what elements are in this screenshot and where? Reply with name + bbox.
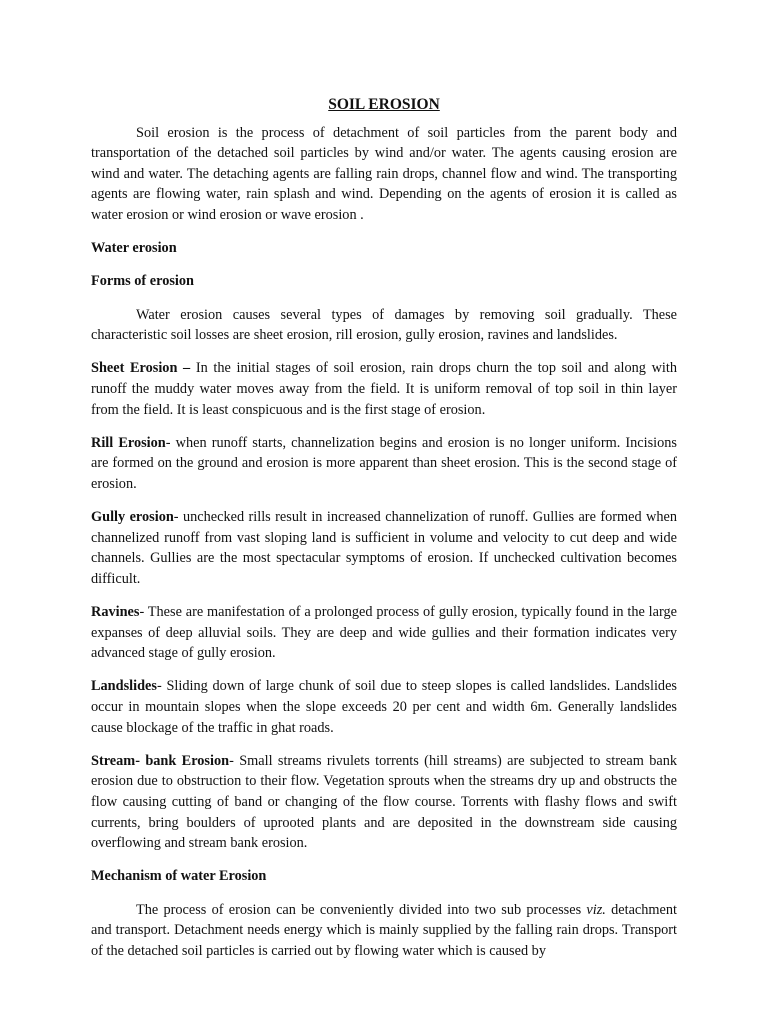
heading-water-erosion: Water erosion: [91, 240, 177, 257]
landslides-paragraph: [91, 676, 677, 738]
mechanism-paragraph: [91, 900, 677, 962]
intro-paragraph: Soil erosion is the process of detachment of soil particles from the parent body and transportation of the detached soil particles by wind and/or water. The agents causing erosion are wind and water. The detaching agents are falling rain drops, channel flow and wind. The transporting agents are flowing water, rain splash and wind. Depending on the agents of erosion it is called as water erosion or wind erosion or wave erosion .: [91, 124, 677, 223]
mechanism-text-b: detachment and transport. Detachment needs energy which is mainly supplied by the falling rain drops. Transport of the detached soil particles is carried out by flowing water which is caused by: [91, 901, 678, 959]
ravines-term: Ravines: [91, 604, 140, 621]
sheet-erosion-paragraph: [91, 358, 677, 420]
document-page: [91, 95, 677, 974]
rill-erosion-text: - when runoff starts, channelization begins and erosion is no longer uniform. Incisions are formed on the ground and erosion is more apparent than sheet erosion. This is the second stage of erosion.: [91, 434, 677, 492]
gully-erosion-text: - unchecked rills result in increased channelization of runoff. Gullies are formed when channelized runoff from vast sloping land is sufficient in volume and velocity to cut deep and wide channels. Gullies are the most spectacular symptoms of erosion. If unchecked cultivation becomes difficult.: [91, 509, 677, 587]
ravines-text: - These are manifestation of a prolonged process of gully erosion, typically found in the large expanses of deep alluvial soils. They are deep and wide gullies and their formation indicates very advanced stage of gully erosion.: [91, 604, 677, 662]
ravines-paragraph: [91, 602, 677, 664]
heading-forms-of-erosion: Forms of erosion: [91, 273, 194, 290]
stream-bank-erosion-text: - Small streams rivulets torrents (hill streams) are subjected to stream bank erosion due to obstruction to their flow. Vegetation sprouts when the streams dry up and obstructs the flow causing cutting of band or changing of the flow course. Torrents with flashy flows and swift currents, bring boulders of uprooted plants and are deposited in the downstream side causing overflowing and stream bank erosion.: [91, 752, 677, 852]
sheet-erosion-term: Sheet Erosion –: [91, 360, 191, 377]
rill-erosion-paragraph: [91, 433, 677, 495]
stream-bank-erosion-paragraph: [91, 751, 677, 854]
landslides-term: Landslides: [91, 678, 157, 695]
gully-erosion-term: Gully erosion: [91, 509, 174, 526]
rill-erosion-term: Rill Erosion: [91, 434, 166, 451]
heading-mechanism: Mechanism of water Erosion: [91, 868, 267, 885]
stream-bank-erosion-term: Stream- bank Erosion: [91, 752, 230, 769]
gully-erosion-paragraph: [91, 507, 677, 589]
landslides-text: - Sliding down of large chunk of soil due to steep slopes is called landslides. Landslides occur in mountain slopes when the slope exceeds 20 per cent and width 6m. Generally landslides cause blockage of the traffic in ghat roads.: [91, 678, 677, 736]
mechanism-text-a: The process of erosion can be conveniently divided into two sub processes: [136, 901, 587, 918]
mechanism-viz: viz.: [586, 901, 606, 918]
forms-intro-paragraph: Water erosion causes several types of damages by removing soil gradually. These characteristic soil losses are sheet erosion, rill erosion, gully erosion, ravines and landslides.: [91, 306, 677, 344]
page-title: SOIL EROSION: [328, 96, 440, 113]
sheet-erosion-text: In the initial stages of soil erosion, rain drops churn the top soil and along with runoff the muddy water moves away from the field. It is uniform removal of top soil in thin layer from the field. It is least conspicuous and is the first stage of erosion.: [91, 360, 677, 418]
